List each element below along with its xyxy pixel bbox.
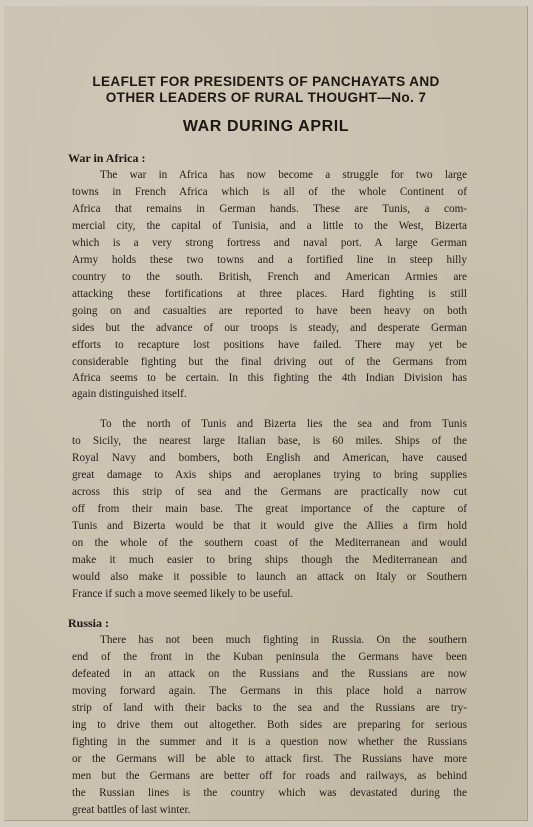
africa-p1-line: sides but the advance of our troops is steady, and desperate German xyxy=(72,322,467,334)
section-heading-africa: War in Africa : xyxy=(68,151,146,165)
africa-p1-line: Africa seems to be certain. In this fighting the 4th Indian Division has xyxy=(72,372,467,384)
russia-p1-line: end of the front in the Kuban peninsula the Germans have been xyxy=(72,651,467,663)
russia-p1-line: strip of land with their backs to the sea and the Russians are try- xyxy=(72,702,467,714)
leaflet-title-line-1: LEAFLET FOR PRESIDENTS OF PANCHAYATS AND xyxy=(92,74,440,89)
africa-p2-line: on the whole of the southern coast of the Mediterranean and would xyxy=(72,537,467,549)
africa-p1-line: going on and casualties are reported to have been heavy on both xyxy=(72,305,467,317)
russia-p1-line: defeated in an attack on the Russians and the Russians are now xyxy=(72,668,467,680)
africa-p1-line: The war in Africa has now become a struggle for two large xyxy=(100,169,467,181)
russia-p1-line: men but the Germans are better off for roads and railways, as behind xyxy=(72,770,467,782)
leaflet-title-line-2: OTHER LEADERS OF RURAL THOUGHT—No. 7 xyxy=(105,90,427,105)
russia-p1-line: the Russian lines is the country which was devastated during the xyxy=(72,787,467,799)
leaflet-page xyxy=(4,6,528,821)
africa-p2-line: off from their main base. The great importance of the capture of xyxy=(72,503,467,515)
section-heading-russia: Russia : xyxy=(68,616,110,630)
russia-p1-line: moving forward again. The Germans in this place hold a narrow xyxy=(72,685,467,697)
africa-p2-line: France if such a move seemed likely to be useful. xyxy=(72,588,294,600)
russia-p1-line: There has not been much fighting in Russia. On the southern xyxy=(100,634,467,646)
africa-p1-line: again distinguished itself. xyxy=(72,388,187,400)
africa-p2-line: great damage to Axis ships and aeroplanes trying to bring supplies xyxy=(72,469,467,481)
main-heading: WAR DURING APRIL xyxy=(182,118,350,135)
africa-p1-line: mercial city, the capital of Tunisia, and a little to the West, Bizerta xyxy=(72,220,467,232)
africa-p2-line: to Sicily, the nearest large Italian base, is 60 miles. Ships of the xyxy=(72,435,467,447)
africa-p1-line: which is a very strong fortress and naval port. A large German xyxy=(72,237,467,249)
russia-p1-line: great battles of last winter. xyxy=(72,804,191,816)
russia-p1-line: fighting in the summer and it is a question now whether the Russians xyxy=(72,736,467,748)
russia-p1-line: ing to drive them out altogether. Both sides are preparing for serious xyxy=(72,719,467,731)
africa-p2-line: across this strip of sea and the Germans are practically now cut xyxy=(72,486,467,498)
africa-p1-line: considerable fighting but the final driving out of the Germans from xyxy=(72,356,467,368)
africa-p1-line: country to the south. British, French and American Armies are xyxy=(72,271,467,283)
africa-p1-line: Africa that remains in German hands. These are Tunis, a com- xyxy=(72,203,467,215)
africa-p2-line: Royal Navy and bombers, both English and American, have caused xyxy=(72,452,467,464)
africa-p1-line: efforts to recapture lost positions have failed. There may yet be xyxy=(72,339,467,351)
africa-p1-line: attacking these fortifications at three places. Hard fighting is still xyxy=(72,288,467,300)
africa-p2-line: make it much easier to bring ships though the Mediterranean and xyxy=(72,554,467,566)
africa-p1-line: towns in French Africa which is all of the whole Continent of xyxy=(72,186,467,198)
africa-p2-line: Tunis and Bizerta would be that it would give the Allies a firm hold xyxy=(72,520,467,532)
africa-p2-line: would also make it possible to launch an attack on Italy or Southern xyxy=(72,571,467,583)
africa-p2-line: To the north of Tunis and Bizerta lies the sea and from Tunis xyxy=(100,418,467,430)
russia-p1-line: or the Germans will be able to attack first. The Russians have more xyxy=(72,753,467,765)
africa-p1-line: Army holds these two towns and a fortified line in steep hilly xyxy=(72,254,467,266)
